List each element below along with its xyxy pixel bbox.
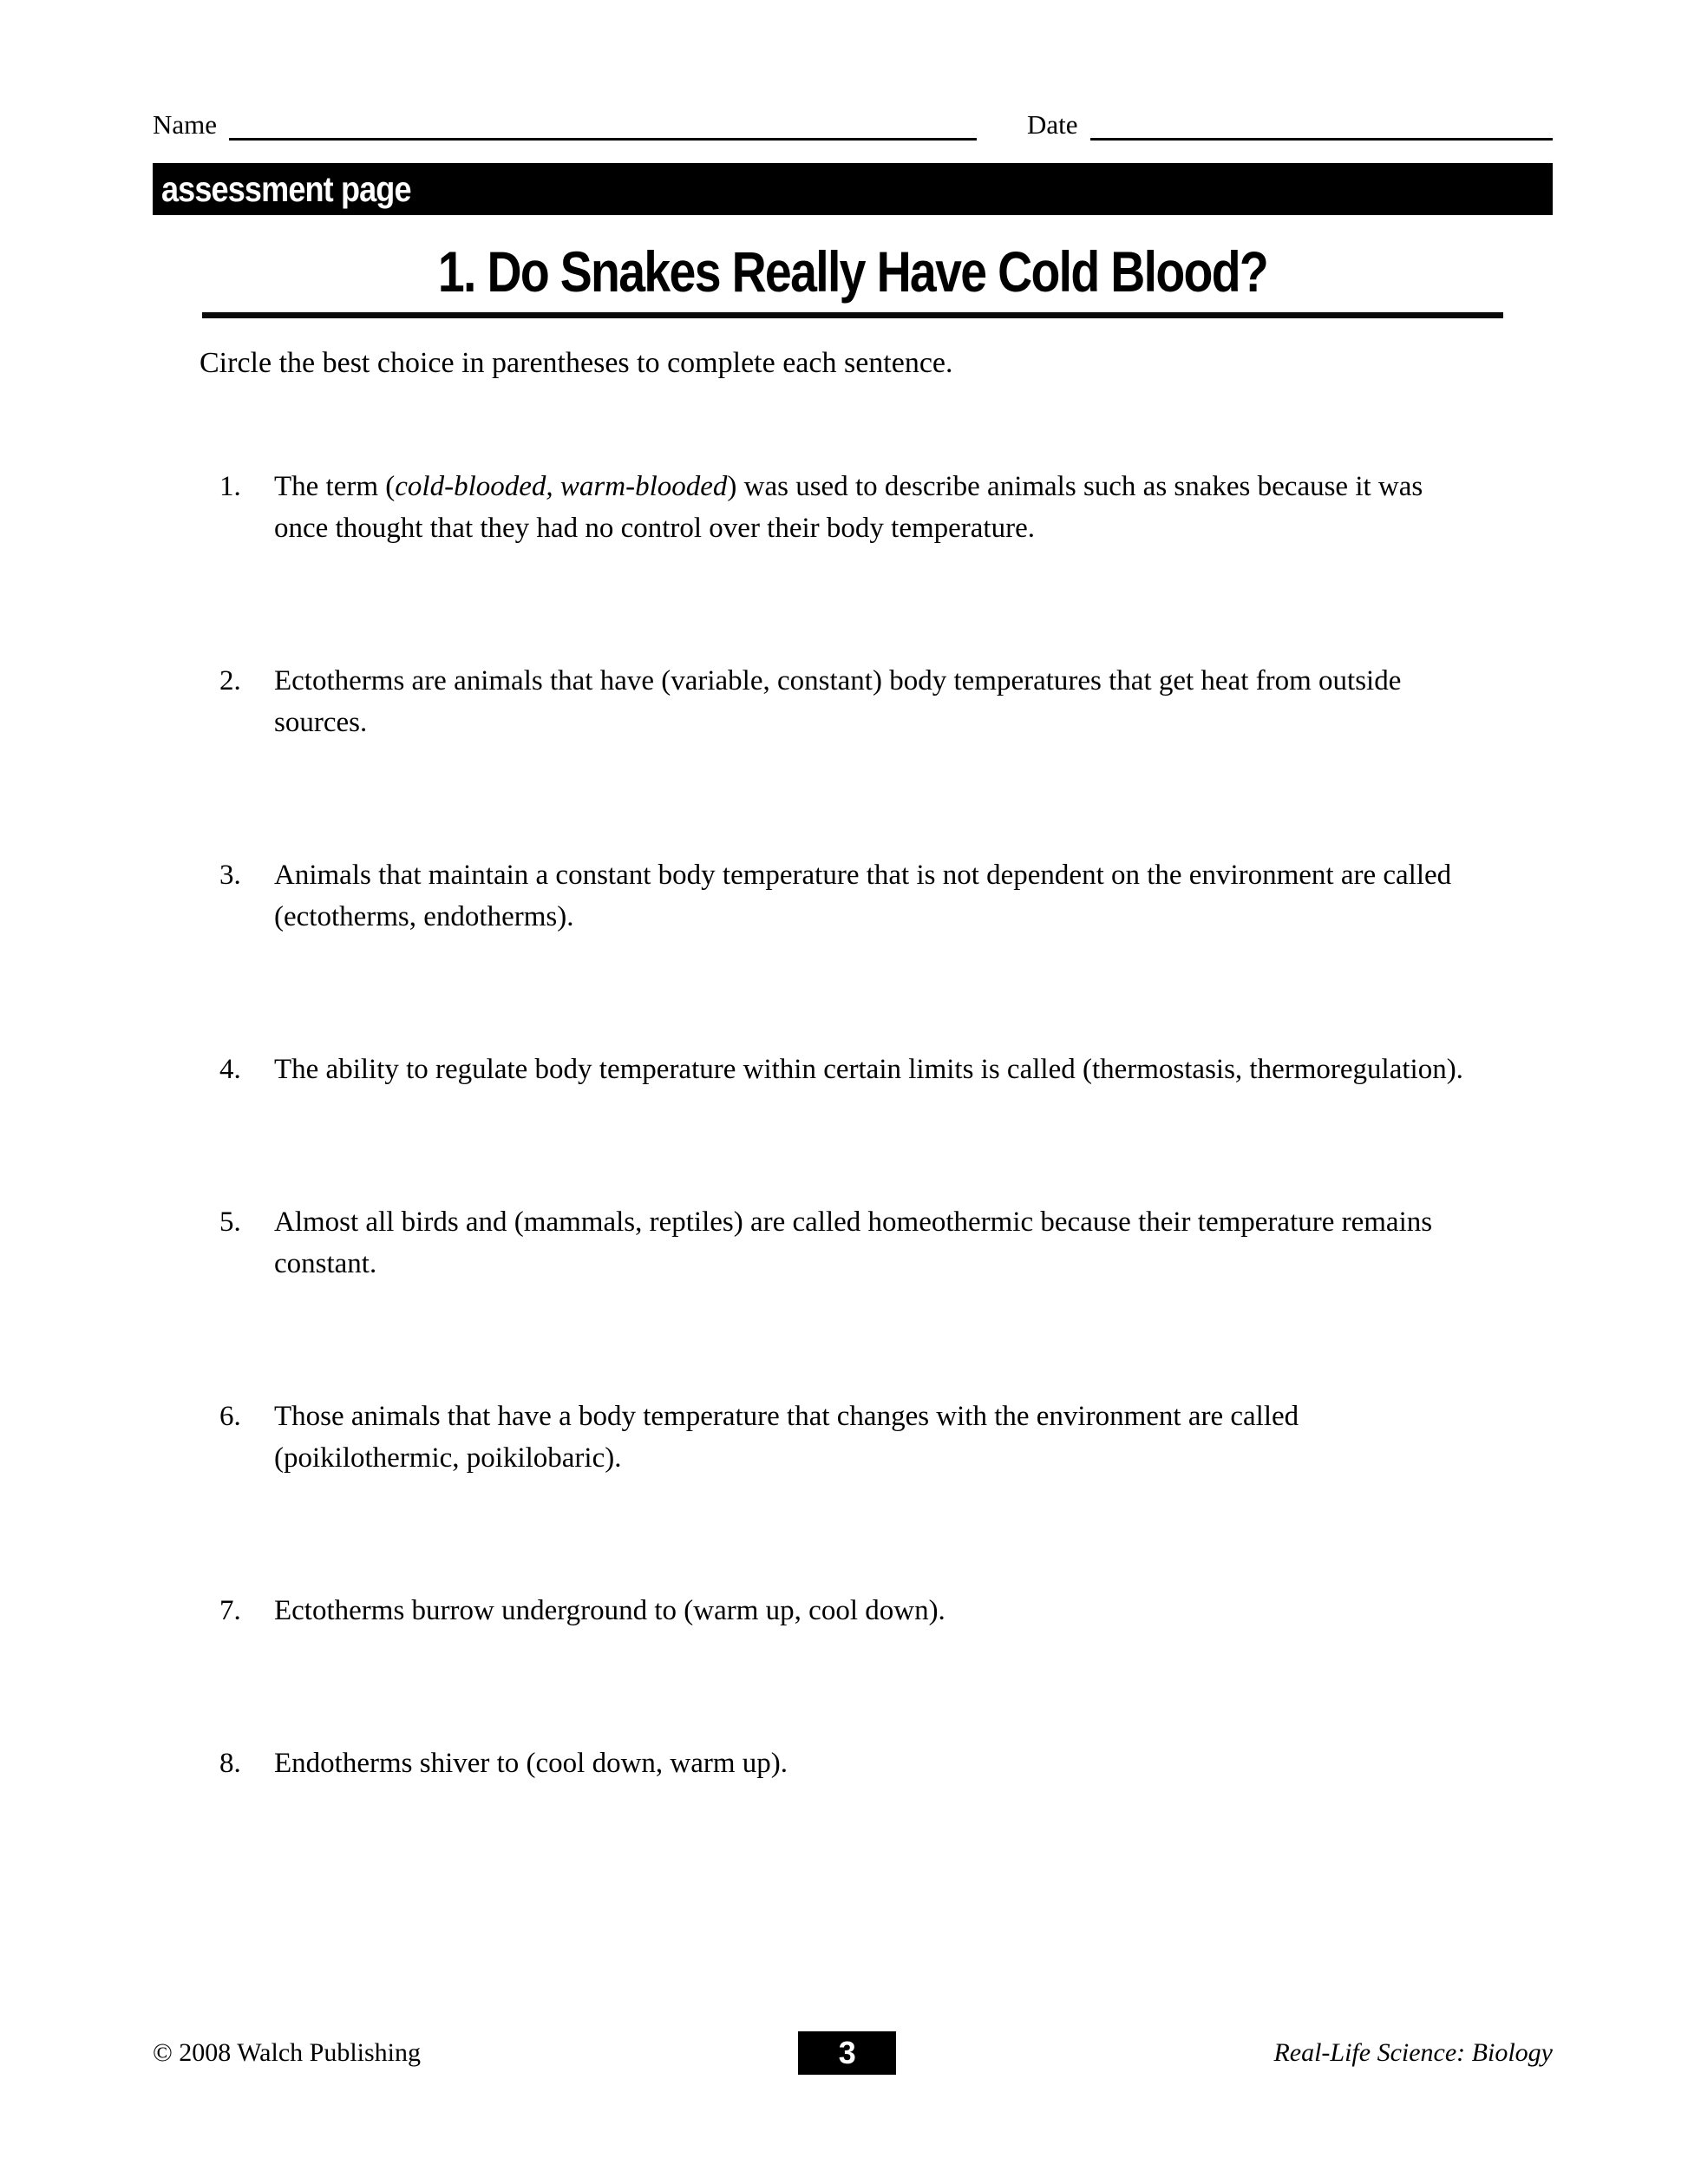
- question-text: Endotherms shiver to (cool down, warm up).: [274, 1748, 788, 1780]
- question-text-choices-italic: cold-blooded, warm-blooded: [395, 471, 728, 503]
- question-number: 6.: [219, 1401, 241, 1433]
- copyright-text: © 2008 Walch Publishing: [153, 2038, 421, 2067]
- question-text: [274, 466, 1480, 549]
- name-field-group: [153, 109, 977, 141]
- question-number: 8.: [219, 1748, 241, 1780]
- question-number: 2.: [219, 665, 241, 697]
- title-rule: [202, 312, 1503, 318]
- title-block: [153, 239, 1553, 304]
- page-number-badge: [798, 2031, 896, 2075]
- question-text: Almost all birds and (mammals, reptiles) are called homeothermic because their temperature remains constant.: [274, 1206, 1433, 1280]
- question-number: 7.: [219, 1595, 241, 1627]
- question-text: Animals that maintain a constant body temperature that is not dependent on the environment are called (ectotherms, endotherms).: [274, 860, 1452, 933]
- question-item-5: [219, 1201, 1553, 1285]
- question-text-pre: The term (: [274, 471, 396, 503]
- question-text: Ectotherms burrow underground to (warm up, cool down).: [274, 1595, 945, 1627]
- series-title: Real-Life Science: Biology: [1273, 2038, 1553, 2067]
- question-list: [219, 466, 1553, 1784]
- question-item-1: [219, 466, 1553, 549]
- question-item-6: [219, 1396, 1553, 1479]
- page-title: 1. Do Snakes Really Have Cold Blood?: [437, 239, 1268, 304]
- date-blank-line[interactable]: [1090, 109, 1553, 141]
- name-date-row: [153, 0, 1553, 141]
- name-blank-line[interactable]: [229, 109, 977, 141]
- question-text-post: ) was used to describe animals such as snakes because it was once thought that they had no control over their body temperature.: [274, 471, 1423, 545]
- date-label: Date: [1027, 109, 1078, 140]
- date-field-group: [1027, 109, 1553, 141]
- question-item-4: [219, 1049, 1553, 1090]
- question-text: The ability to regulate body temperature within certain limits is called (thermostasis, thermoregulation).: [274, 1054, 1463, 1086]
- instructions-text: Circle the best choice in parentheses to complete each sentence.: [200, 347, 953, 379]
- question-number: 3.: [219, 860, 241, 892]
- question-number: 1.: [219, 471, 241, 503]
- question-number: 5.: [219, 1206, 241, 1239]
- question-item-7: [219, 1590, 1553, 1631]
- question-item-2: [219, 660, 1553, 743]
- assessment-page-banner: [153, 163, 1553, 215]
- page-number: 3: [838, 2035, 856, 2070]
- question-item-8: [219, 1743, 1553, 1784]
- name-label: Name: [153, 109, 218, 140]
- question-text: Ectotherms are animals that have (variable, constant) body temperatures that get heat from outside sources.: [274, 665, 1402, 739]
- banner-label: assessment page: [161, 168, 411, 209]
- page-footer: [153, 2031, 1553, 2075]
- question-text: Those animals that have a body temperature that changes with the environment are called (poikilothermic, poikilobaric).: [274, 1401, 1299, 1475]
- question-number: 4.: [219, 1054, 241, 1086]
- question-item-3: [219, 854, 1553, 938]
